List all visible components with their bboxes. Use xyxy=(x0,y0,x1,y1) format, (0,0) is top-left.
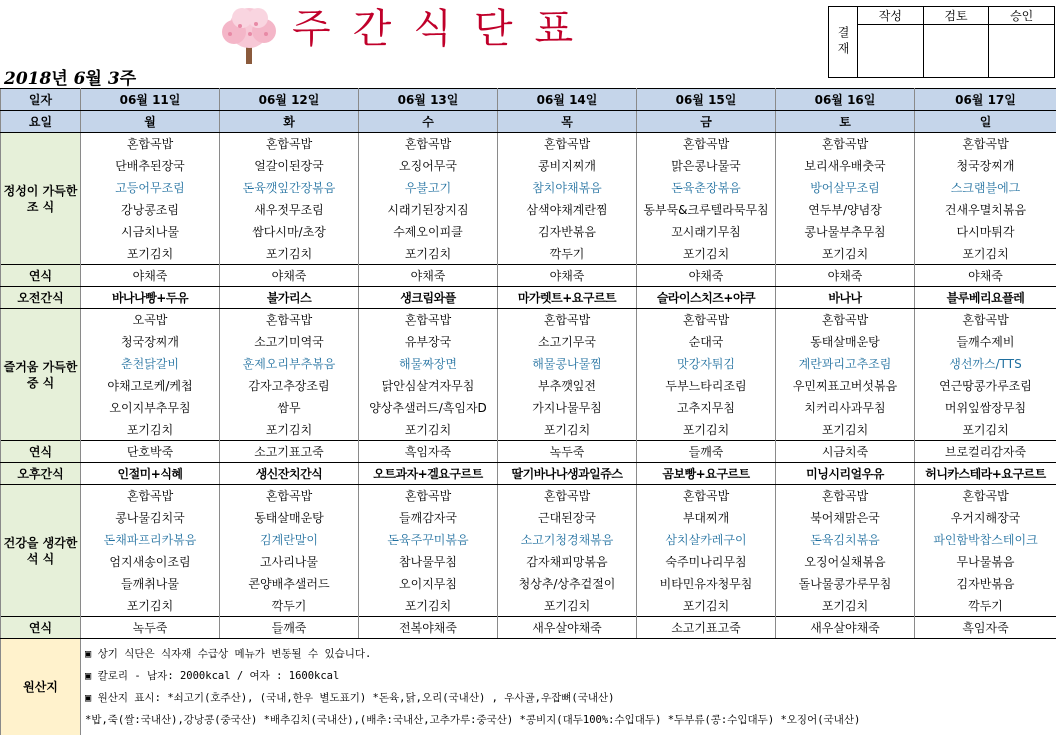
menu-item: 포기김치 xyxy=(220,243,359,265)
date-row-cell: 06월 14일 xyxy=(498,89,637,111)
menu-item: 양상추샐러드/흑임자D xyxy=(359,397,498,419)
menu-item: 오징어실채볶음 xyxy=(776,551,915,573)
menu-item: 포기김치 xyxy=(81,419,220,441)
menu-item: 혼합곡밥 xyxy=(915,485,1056,507)
breakfast-row xyxy=(1,133,1056,155)
menu-item: 혼합곡밥 xyxy=(498,133,637,155)
menu-item: 해물짜장면 xyxy=(359,353,498,375)
menu-item: 혼합곡밥 xyxy=(637,133,776,155)
breakfast-row xyxy=(1,243,1056,265)
menu-item: 비타민유자청무침 xyxy=(637,573,776,595)
menu-item: 포기김치 xyxy=(359,419,498,441)
menu-item: 우민찌표고버섯볶음 xyxy=(776,375,915,397)
document-header xyxy=(0,0,1056,89)
snack-item: 슬라이스치즈+야쿠 xyxy=(637,287,776,309)
approval-sign-review[interactable] xyxy=(923,25,989,77)
menu-item: 혼합곡밥 xyxy=(776,133,915,155)
date-row-cell: 06월 15일 xyxy=(637,89,776,111)
menu-item: 콘양배추샐러드 xyxy=(220,573,359,595)
porridge-item: 새우살야채죽 xyxy=(498,617,637,639)
porridge-item: 브로컬리감자죽 xyxy=(915,441,1056,463)
porridge-item: 야채죽 xyxy=(220,265,359,287)
menu-item: 혼합곡밥 xyxy=(637,309,776,331)
menu-item: 포기김치 xyxy=(776,595,915,617)
snack-item: 곰보빵+요구르트 xyxy=(637,463,776,485)
menu-item: 동부묵&크루텔라묵무침 xyxy=(637,199,776,221)
porridge-item: 흑임자죽 xyxy=(915,617,1056,639)
menu-item: 포기김치 xyxy=(776,243,915,265)
menu-item: 꼬시래기무침 xyxy=(637,221,776,243)
menu-item: 혼합곡밥 xyxy=(915,133,1056,155)
dinner-label: 건강을 생각한 석 식 xyxy=(1,485,81,617)
menu-item: 야채고로케/케첩 xyxy=(81,375,220,397)
porridge-item: 야채죽 xyxy=(915,265,1056,287)
porridge-item: 야채죽 xyxy=(776,265,915,287)
snack-item: 생크림와플 xyxy=(359,287,498,309)
menu-item: 포기김치 xyxy=(915,243,1056,265)
dinner-row xyxy=(1,485,1056,507)
menu-item: 시금치나물 xyxy=(81,221,220,243)
dinner-row xyxy=(1,551,1056,573)
porridge-item: 녹두죽 xyxy=(498,441,637,463)
menu-item: 돈채파프리카볶음 xyxy=(81,529,220,551)
week-subtitle: 2018년 6월 3주 xyxy=(4,69,137,89)
date-row-cell: 06월 12일 xyxy=(220,89,359,111)
pm-snack-label: 오후간식 xyxy=(1,463,81,485)
menu-item: 포기김치 xyxy=(776,419,915,441)
menu-item: 깍두기 xyxy=(220,595,359,617)
menu-item: 동태살매운탕 xyxy=(776,331,915,353)
menu-item: 혼합곡밥 xyxy=(220,309,359,331)
menu-item: 쌈다시마/초장 xyxy=(220,221,359,243)
menu-item: 포기김치 xyxy=(81,243,220,265)
menu-item: 춘천닭갈비 xyxy=(81,353,220,375)
porridge-item: 야채죽 xyxy=(637,265,776,287)
day-row-cell: 수 xyxy=(359,111,498,133)
menu-item: 유부장국 xyxy=(359,331,498,353)
menu-item: 혼합곡밥 xyxy=(915,309,1056,331)
porridge-item: 단호박죽 xyxy=(81,441,220,463)
menu-item: 포기김치 xyxy=(359,243,498,265)
menu-item: 부대찌개 xyxy=(637,507,776,529)
breakfast-porridge-row xyxy=(1,265,1056,287)
lunch-porridge-row xyxy=(1,441,1056,463)
menu-item: 우불고기 xyxy=(359,177,498,199)
approval-label: 결재 xyxy=(836,26,850,58)
porridge-item: 흑임자죽 xyxy=(359,441,498,463)
origin-label: 원산지 xyxy=(1,639,81,735)
menu-item: 돌나물콩가루무침 xyxy=(776,573,915,595)
porridge-item: 야채죽 xyxy=(498,265,637,287)
menu-item: 참치야채볶음 xyxy=(498,177,637,199)
menu-item: 두부느타리조림 xyxy=(637,375,776,397)
porridge-item: 시금치죽 xyxy=(776,441,915,463)
lunch-label: 즐거움 가득한 중 식 xyxy=(1,309,81,441)
menu-item: 삼색야채계란찜 xyxy=(498,199,637,221)
porridge-item: 야채죽 xyxy=(359,265,498,287)
cherry-blossom-tree-icon xyxy=(210,4,288,66)
snack-item: 딸기바나나생과일쥬스 xyxy=(498,463,637,485)
menu-item: 포기김치 xyxy=(637,243,776,265)
menu-item: 새우젓무조림 xyxy=(220,199,359,221)
snack-item: 생신잔치간식 xyxy=(220,463,359,485)
menu-item: 삼치살카레구이 xyxy=(637,529,776,551)
menu-item: 방어살무조림 xyxy=(776,177,915,199)
snack-item: 블루베리요플레 xyxy=(915,287,1056,309)
menu-item: 소고기청경채볶음 xyxy=(498,529,637,551)
porridge-item: 야채죽 xyxy=(81,265,220,287)
menu-item: 강낭콩조림 xyxy=(81,199,220,221)
menu-item: 보리새우배춧국 xyxy=(776,155,915,177)
menu-item: 혼합곡밥 xyxy=(498,309,637,331)
menu-item: 쌈무 xyxy=(220,397,359,419)
menu-item: 고사리나물 xyxy=(220,551,359,573)
porridge-item: 소고기표고죽 xyxy=(637,617,776,639)
approval-box xyxy=(828,6,1055,78)
approval-sign-write[interactable] xyxy=(857,25,923,77)
day-row-cell: 일 xyxy=(915,111,1056,133)
dinner-row xyxy=(1,573,1056,595)
menu-item: 돈육김치볶음 xyxy=(776,529,915,551)
breakfast-row xyxy=(1,199,1056,221)
menu-item: 김자반볶음 xyxy=(915,573,1056,595)
date-row-cell: 06월 13일 xyxy=(359,89,498,111)
page-title: 주간식단표 xyxy=(292,6,596,52)
menu-item: 가지나물무침 xyxy=(498,397,637,419)
lunch-row xyxy=(1,309,1056,331)
breakfast-row xyxy=(1,155,1056,177)
menu-item: 포기김치 xyxy=(637,595,776,617)
menu-item: 고추지무침 xyxy=(637,397,776,419)
menu-item: 시래기된장지짐 xyxy=(359,199,498,221)
snack-item: 미닝시리얼우유 xyxy=(776,463,915,485)
menu-item: 포기김치 xyxy=(220,419,359,441)
origin-row xyxy=(1,639,1056,735)
porridge-item: 소고기표고죽 xyxy=(220,441,359,463)
menu-item: 혼합곡밥 xyxy=(220,485,359,507)
menu-item: 콩나물김치국 xyxy=(81,507,220,529)
menu-item: 혼합곡밥 xyxy=(359,485,498,507)
menu-item: 맛강자튀김 xyxy=(637,353,776,375)
approval-sign-approve[interactable] xyxy=(988,25,1054,77)
menu-item: 청국장찌개 xyxy=(915,155,1056,177)
am-snack-row xyxy=(1,287,1056,309)
menu-item: 건새우멸치볶음 xyxy=(915,199,1056,221)
porridge-item: 새우살야채죽 xyxy=(776,617,915,639)
day-row-cell: 토 xyxy=(776,111,915,133)
menu-item: 근대된장국 xyxy=(498,507,637,529)
menu-item: 오징어무국 xyxy=(359,155,498,177)
day-row-cell: 화 xyxy=(220,111,359,133)
porridge-item: 들깨죽 xyxy=(637,441,776,463)
menu-item: 김자반볶음 xyxy=(498,221,637,243)
menu-item: 생선까스/TTS xyxy=(915,353,1056,375)
dinner-row xyxy=(1,529,1056,551)
menu-item: 청상추/상추겉절이 xyxy=(498,573,637,595)
menu-item: 포기김치 xyxy=(498,595,637,617)
lunch-row xyxy=(1,375,1056,397)
menu-item: 오곡밥 xyxy=(81,309,220,331)
menu-item: 스크램블에그 xyxy=(915,177,1056,199)
origin-note-line: *밥,죽(쌀:국내산),강낭콩(중국산) *배추김치(국내산),(배추:국내산,고추가루:중국산) *콩비지(대두100%:수입대두) *두부류(콩:수입대두) *오징어(국내산) xyxy=(85,713,861,726)
menu-item: 맑은콩나물국 xyxy=(637,155,776,177)
dinner-row xyxy=(1,595,1056,617)
menu-item: 혼합곡밥 xyxy=(498,485,637,507)
snack-item: 바나나 xyxy=(776,287,915,309)
menu-item: 청국장찌개 xyxy=(81,331,220,353)
menu-item: 북어채맑은국 xyxy=(776,507,915,529)
menu-item: 깍두기 xyxy=(498,243,637,265)
origin-note-line: ▣ 상기 식단은 식자재 수급상 메뉴가 변동될 수 있습니다. xyxy=(85,647,372,660)
date-row-cell: 06월 16일 xyxy=(776,89,915,111)
menu-item: 수제오이피클 xyxy=(359,221,498,243)
breakfast-row xyxy=(1,177,1056,199)
menu-item: 참나물무침 xyxy=(359,551,498,573)
origin-note-line: ▣ 원산지 표시: *쇠고기(호주산), (국내,한우 별도표기) *돈육,닭,오리(국내산) , 우사골,우잡뼈(국내산) xyxy=(85,691,615,704)
menu-item: 깍두기 xyxy=(915,595,1056,617)
menu-item: 혼합곡밥 xyxy=(81,133,220,155)
menu-item: 계란꽈리고추조림 xyxy=(776,353,915,375)
porridge-label: 연식 xyxy=(1,441,81,463)
origin-notes xyxy=(81,639,1056,735)
menu-item: 순대국 xyxy=(637,331,776,353)
lunch-row xyxy=(1,419,1056,441)
menu-item: 연근땅콩가루조림 xyxy=(915,375,1056,397)
lunch-row xyxy=(1,353,1056,375)
menu-item: 다시마튀각 xyxy=(915,221,1056,243)
day-row-cell: 목 xyxy=(498,111,637,133)
date-row-cell: 06월 11일 xyxy=(81,89,220,111)
menu-item: 포기김치 xyxy=(81,595,220,617)
menu-item: 오이지부추무침 xyxy=(81,397,220,419)
snack-item: 바나나빵+두유 xyxy=(81,287,220,309)
porridge-label: 연식 xyxy=(1,617,81,639)
menu-item: 포기김치 xyxy=(498,419,637,441)
menu-item: 소고기미역국 xyxy=(220,331,359,353)
menu-item: 훈제오리부추볶음 xyxy=(220,353,359,375)
lunch-row xyxy=(1,397,1056,419)
snack-item: 오트과자+겔요구르트 xyxy=(359,463,498,485)
dinner-porridge-row xyxy=(1,617,1056,639)
porridge-item: 녹두죽 xyxy=(81,617,220,639)
menu-item: 단배추된장국 xyxy=(81,155,220,177)
menu-item: 들깨취나물 xyxy=(81,573,220,595)
menu-item: 포기김치 xyxy=(915,419,1056,441)
menu-item: 혼합곡밥 xyxy=(81,485,220,507)
menu-item: 혼합곡밥 xyxy=(359,133,498,155)
menu-item: 혼합곡밥 xyxy=(220,133,359,155)
menu-item: 부추깻잎전 xyxy=(498,375,637,397)
porridge-item: 들깨죽 xyxy=(220,617,359,639)
menu-item: 숙주미나리무침 xyxy=(637,551,776,573)
menu-item: 포기김치 xyxy=(359,595,498,617)
menu-item: 엄지새송이조림 xyxy=(81,551,220,573)
menu-item: 돈육춘장볶음 xyxy=(637,177,776,199)
menu-item: 혼합곡밥 xyxy=(637,485,776,507)
menu-item: 오이지무침 xyxy=(359,573,498,595)
snack-item: 불가리스 xyxy=(220,287,359,309)
menu-item: 해물콩나물찜 xyxy=(498,353,637,375)
menu-item: 돈육주꾸미볶음 xyxy=(359,529,498,551)
menu-item: 들깨수제비 xyxy=(915,331,1056,353)
breakfast-label: 정성이 가득한 조 식 xyxy=(1,133,81,265)
menu-item: 연두부/양념장 xyxy=(776,199,915,221)
menu-item: 돈육깻잎간장볶음 xyxy=(220,177,359,199)
lunch-row xyxy=(1,331,1056,353)
porridge-label: 연식 xyxy=(1,265,81,287)
pm-snack-row xyxy=(1,463,1056,485)
day-row-cell: 월 xyxy=(81,111,220,133)
menu-item: 치커리사과무침 xyxy=(776,397,915,419)
menu-item: 닭안심살겨자무침 xyxy=(359,375,498,397)
menu-item: 감자고추장조림 xyxy=(220,375,359,397)
menu-item: 고등어무조림 xyxy=(81,177,220,199)
menu-item: 얼갈이된장국 xyxy=(220,155,359,177)
breakfast-row xyxy=(1,221,1056,243)
day-row-label: 요일 xyxy=(1,111,81,133)
approval-col-review: 검토 xyxy=(923,7,989,25)
snack-item: 인절미+식혜 xyxy=(81,463,220,485)
menu-item: 콩나물부추무침 xyxy=(776,221,915,243)
menu-item: 파인함박찹스테이크 xyxy=(915,529,1056,551)
date-row xyxy=(1,89,1056,111)
menu-item: 김계란말이 xyxy=(220,529,359,551)
porridge-item: 전복야채죽 xyxy=(359,617,498,639)
menu-item: 혼합곡밥 xyxy=(776,309,915,331)
dinner-row xyxy=(1,507,1056,529)
menu-item: 혼합곡밥 xyxy=(359,309,498,331)
date-row-cell: 06월 17일 xyxy=(915,89,1056,111)
weekly-menu-table xyxy=(0,88,1056,735)
origin-note-line: ▣ 칼로리 - 남자: 2000kcal / 여자 : 1600kcal xyxy=(85,669,340,682)
snack-item: 허니카스테라+요구르트 xyxy=(915,463,1056,485)
approval-col-approve: 승인 xyxy=(988,7,1054,25)
menu-item: 포기김치 xyxy=(637,419,776,441)
menu-item: 무나물볶음 xyxy=(915,551,1056,573)
snack-item: 마가렛트+요구르트 xyxy=(498,287,637,309)
menu-item: 소고기무국 xyxy=(498,331,637,353)
date-row-label: 일자 xyxy=(1,89,81,111)
approval-col-write: 작성 xyxy=(857,7,923,25)
menu-item: 감자채피망볶음 xyxy=(498,551,637,573)
am-snack-label: 오전간식 xyxy=(1,287,81,309)
day-row-cell: 금 xyxy=(637,111,776,133)
menu-item: 우거지해장국 xyxy=(915,507,1056,529)
menu-item: 콩비지찌개 xyxy=(498,155,637,177)
menu-item: 들깨감자국 xyxy=(359,507,498,529)
day-row xyxy=(1,111,1056,133)
menu-item: 혼합곡밥 xyxy=(776,485,915,507)
menu-item: 동태살매운탕 xyxy=(220,507,359,529)
menu-item: 머위잎쌈장무침 xyxy=(915,397,1056,419)
